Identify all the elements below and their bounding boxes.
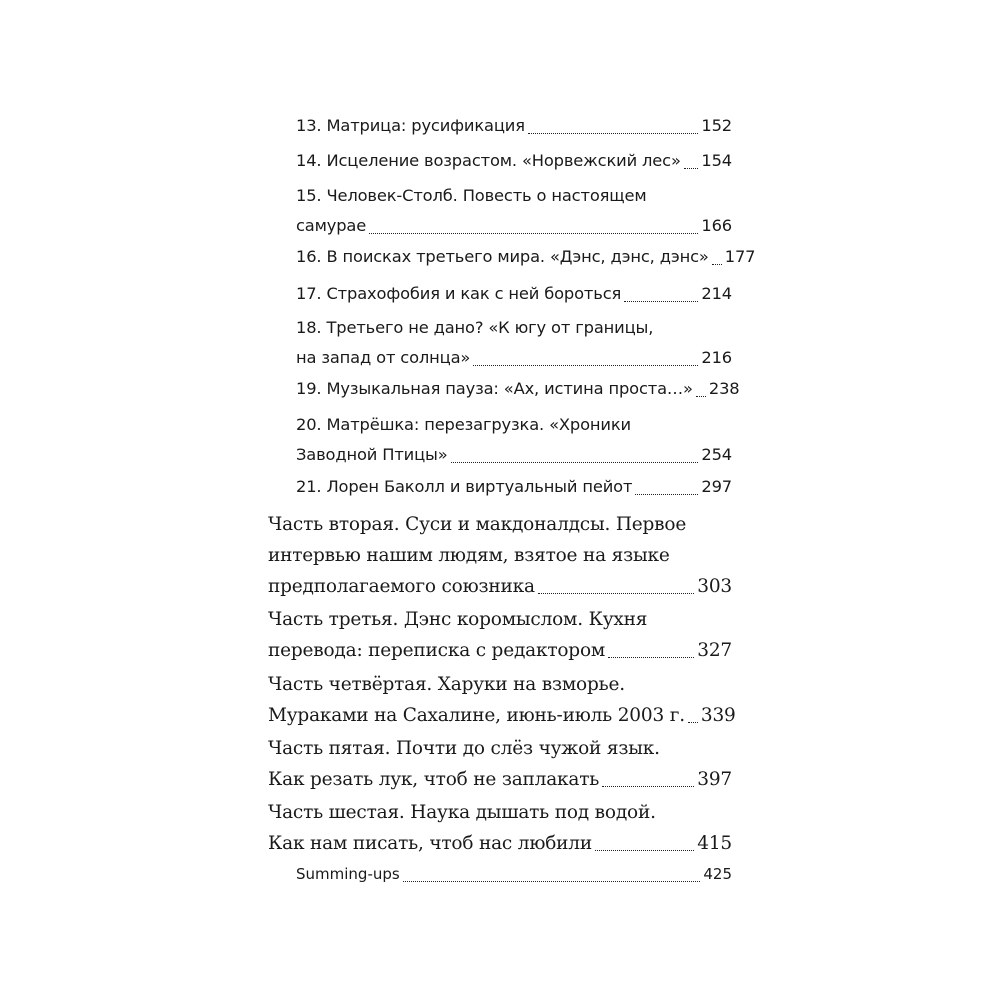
dot-leader [369, 233, 698, 234]
toc-entry-title: 16. В поисках третьего мира. «Дэнс, дэнс, дэнс» [296, 247, 709, 266]
toc-page-number: 303 [697, 576, 732, 597]
toc-page-number: 177 [724, 247, 756, 266]
dot-leader [688, 722, 698, 723]
toc-entry-16 [296, 242, 756, 272]
toc-part-2 [268, 509, 732, 602]
toc-entry-title: 19. Музыкальная пауза: «Ах, истина проста…» [296, 379, 693, 398]
toc-entry-14 [296, 146, 732, 176]
toc-part-title: Часть третья. Дэнс коромыслом. Кухня [268, 609, 648, 630]
toc-page-number: 425 [703, 865, 732, 883]
dot-leader [538, 593, 694, 594]
dot-leader [602, 786, 694, 787]
toc-entry-19 [296, 374, 740, 404]
toc-entry-15 [296, 181, 732, 241]
toc-page-number: 254 [701, 445, 732, 464]
toc-part-6 [268, 797, 732, 859]
toc-entry-17 [296, 279, 732, 309]
toc-entry-title: 20. Матрёшка: перезагрузка. «Хроники [296, 415, 631, 434]
toc-entry-18 [296, 313, 732, 373]
toc-page-number: 327 [697, 640, 732, 661]
toc-entry-title: 14. Исцеление возрастом. «Норвежский лес» [296, 151, 681, 170]
toc-entry-title: 15. Человек-Столб. Повесть о настоящем [296, 186, 647, 205]
toc-part-title: Часть вторая. Суси и макдоналдсы. Первое [268, 514, 687, 535]
toc-part-title-cont: интервью нашим людям, взятое на языке [268, 545, 670, 566]
dot-leader [712, 264, 722, 265]
toc-page-number: 339 [700, 705, 736, 726]
toc-entry-summing-ups [296, 859, 732, 889]
dot-leader [528, 133, 698, 134]
toc-page-number: 214 [701, 284, 732, 303]
dot-leader [624, 301, 698, 302]
toc-entry-title: 13. Матрица: русификация [296, 116, 525, 135]
toc-part-title: Часть шестая. Наука дышать под водой. [268, 802, 656, 823]
toc-page-number: 297 [701, 477, 732, 496]
dot-leader [595, 850, 694, 851]
toc-entry-21 [296, 472, 732, 502]
toc-entry-title: 18. Третьего не дано? «К югу от границы, [296, 318, 654, 337]
toc-part-3 [268, 604, 732, 666]
toc-page-number: 166 [701, 216, 732, 235]
dot-leader [635, 494, 698, 495]
dot-leader [451, 462, 699, 463]
toc-page-number: 397 [697, 769, 732, 790]
dot-leader [608, 657, 694, 658]
toc-part-5 [268, 733, 732, 795]
toc-part-title-cont: Как нам писать, чтоб нас любили [268, 833, 592, 854]
toc-part-title-cont: Как резать лук, чтоб не заплакать [268, 769, 600, 790]
toc-page-number: 415 [697, 833, 732, 854]
dot-leader [684, 168, 699, 169]
toc-page-number: 216 [701, 348, 732, 367]
toc-entry-title: 17. Страхофобия и как с ней бороться [296, 284, 622, 303]
toc-page-number: 154 [701, 151, 732, 170]
toc-part-title: Часть четвёртая. Харуки на взморье. [268, 674, 625, 695]
toc-entry-title-cont: Заводной Птицы» [296, 445, 448, 464]
toc-part-title-cont: перевода: переписка с редактором [268, 640, 606, 661]
toc-entry-13 [296, 111, 732, 141]
toc-page-number: 238 [708, 379, 740, 398]
toc-entry-title: 21. Лорен Баколл и виртуальный пейот [296, 477, 633, 496]
dot-leader [473, 365, 698, 366]
toc-page-number: 152 [701, 116, 732, 135]
toc-part-title: Часть пятая. Почти до слёз чужой язык. [268, 738, 660, 759]
dot-leader [403, 881, 701, 882]
toc-part-4 [268, 669, 736, 731]
toc-entry-title: Summing-ups [296, 865, 400, 883]
toc-entry-title-cont: на запад от солнца» [296, 348, 471, 367]
toc-part-title-cont: Мураками на Сахалине, июнь-июль 2003 г. [268, 705, 685, 726]
dot-leader [696, 396, 706, 397]
toc-entry-20 [296, 410, 732, 470]
toc-part-title-cont: предполагаемого союзника [268, 576, 535, 597]
toc-entry-title-cont: самурае [296, 216, 367, 235]
